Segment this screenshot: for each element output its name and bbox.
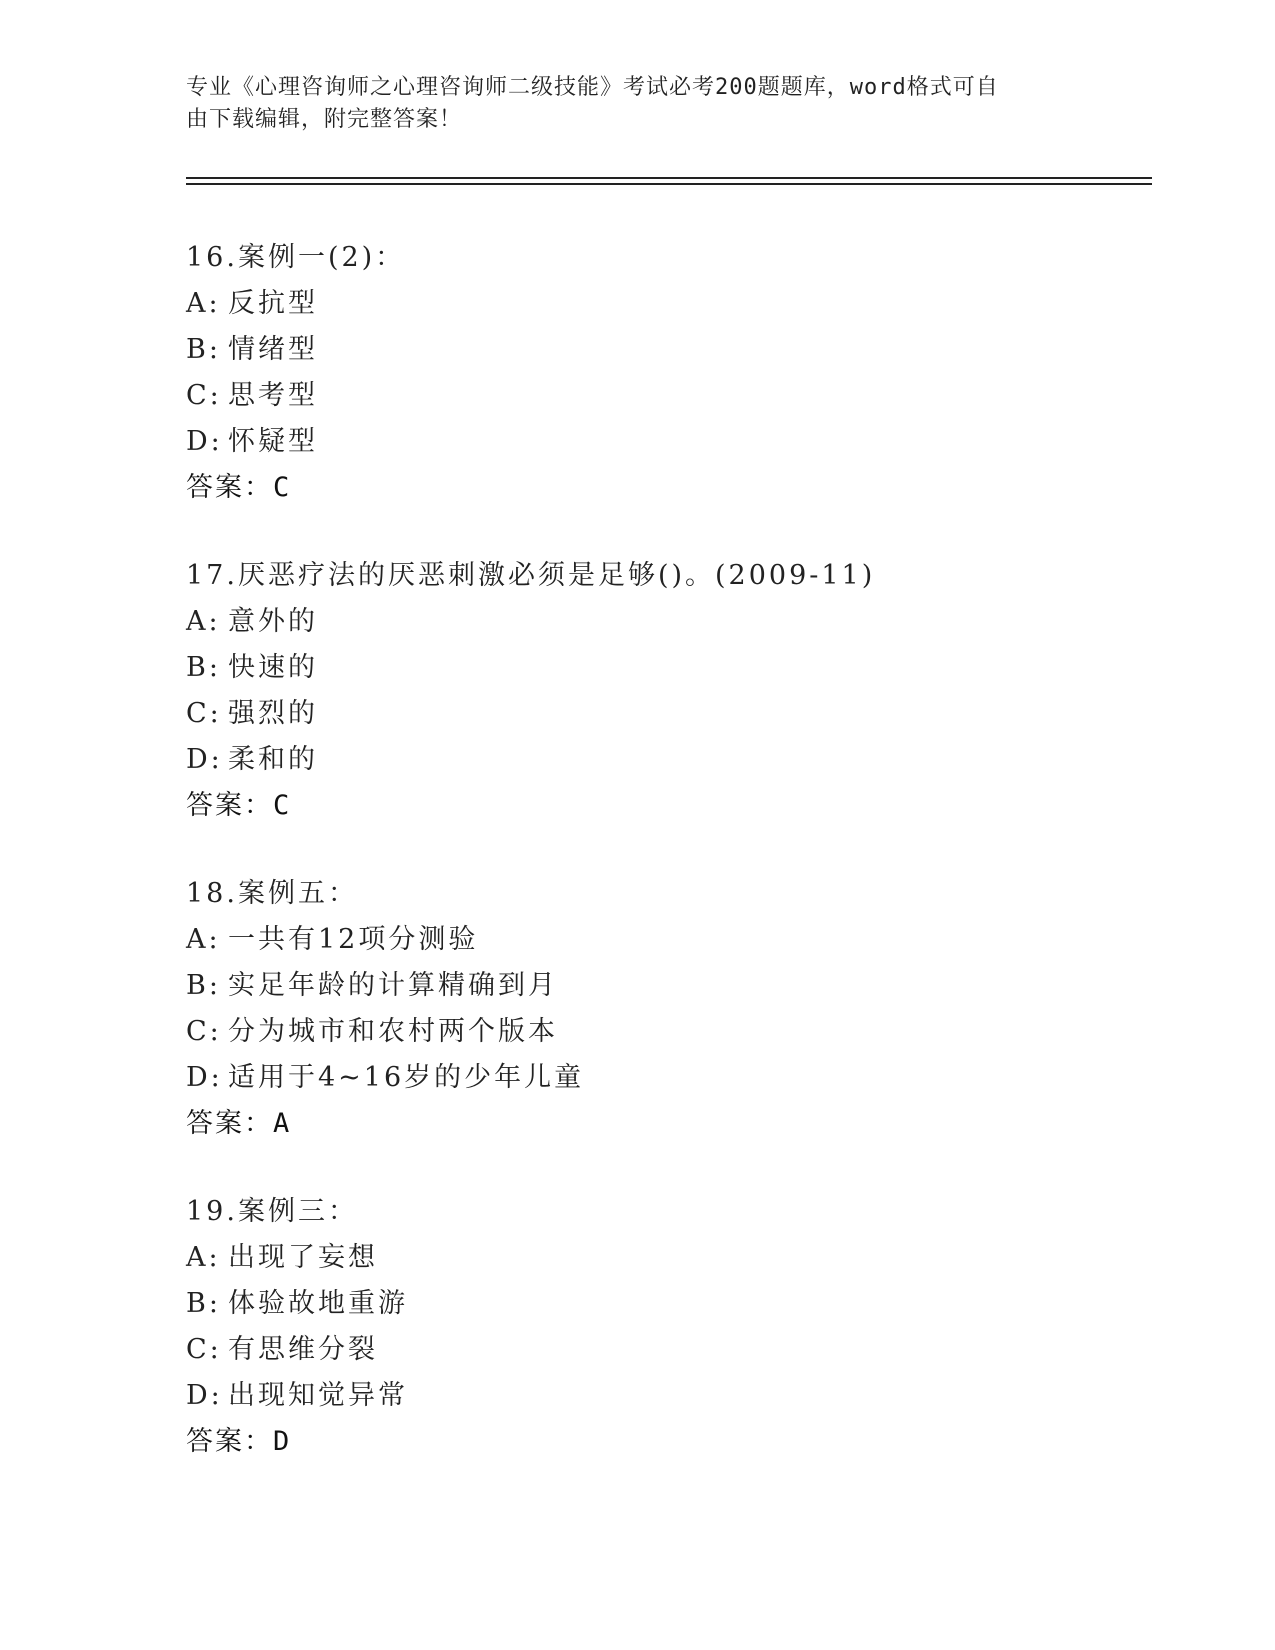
option-letter: B: (186, 334, 221, 365)
option-letter: A: (186, 288, 221, 319)
option-b (186, 1281, 1186, 1327)
option-text: 思考型 (228, 380, 318, 411)
option-letter: C: (186, 698, 222, 729)
option-text: 实足年龄的计算精确到月 (228, 970, 558, 1001)
question-title: 16.案例一(2)： (186, 242, 406, 273)
option-letter: A: (186, 606, 221, 637)
option-text: 怀疑型 (228, 426, 318, 457)
option-d (186, 737, 1186, 783)
option-letter: D: (186, 1380, 223, 1411)
question-19 (186, 1189, 1186, 1465)
option-letter: D: (186, 1062, 223, 1093)
option-text: 快速的 (228, 652, 318, 683)
option-c (186, 1009, 1186, 1055)
intro-line-1: 专业《心理咨询师之心理咨询师二级技能》考试必考200题题库，word格式可自 (186, 75, 999, 100)
option-a (186, 917, 1186, 963)
option-a (186, 281, 1186, 327)
option-text: 柔和的 (228, 744, 318, 775)
option-letter: D: (186, 426, 223, 457)
option-text: 出现了妄想 (228, 1242, 378, 1273)
answer-line: 答案：C (186, 790, 292, 821)
question-16 (186, 235, 1186, 511)
intro-line-2: 由下载编辑，附完整答案！ (186, 107, 463, 132)
option-letter: A: (186, 1242, 221, 1273)
question-18 (186, 871, 1186, 1147)
option-letter: D: (186, 744, 223, 775)
option-d (186, 419, 1186, 465)
option-a (186, 599, 1186, 645)
option-letter: C: (186, 1016, 222, 1047)
option-text: 强烈的 (228, 698, 318, 729)
option-text: 一共有12项分测验 (228, 924, 479, 955)
header-divider-top (186, 177, 1152, 179)
option-b (186, 645, 1186, 691)
option-d (186, 1373, 1186, 1419)
answer-line: 答案：D (186, 1426, 292, 1457)
option-text: 有思维分裂 (228, 1334, 378, 1365)
answer-line: 答案：A (186, 1108, 292, 1139)
option-letter: C: (186, 1334, 222, 1365)
answer-line: 答案：C (186, 472, 292, 503)
question-title: 17.厌恶疗法的厌恶刺激必须是足够()。(2009-11) (186, 560, 876, 591)
option-text: 反抗型 (228, 288, 318, 319)
option-letter: B: (186, 970, 221, 1001)
question-title: 19.案例三： (186, 1196, 358, 1227)
option-b (186, 327, 1186, 373)
option-text: 意外的 (228, 606, 318, 637)
option-text: 体验故地重游 (228, 1288, 408, 1319)
question-17 (186, 553, 1186, 829)
option-text: 适用于4~16岁的少年儿童 (228, 1062, 585, 1093)
option-b (186, 963, 1186, 1009)
option-d (186, 1055, 1186, 1101)
question-title: 18.案例五： (186, 878, 358, 909)
option-text: 情绪型 (228, 334, 318, 365)
document-intro (186, 72, 1066, 136)
option-c (186, 373, 1186, 419)
option-letter: B: (186, 1288, 221, 1319)
option-c (186, 691, 1186, 737)
option-text: 出现知觉异常 (228, 1380, 408, 1411)
option-a (186, 1235, 1186, 1281)
option-letter: A: (186, 924, 221, 955)
header-divider-bottom (186, 183, 1152, 185)
option-c (186, 1327, 1186, 1373)
option-letter: C: (186, 380, 222, 411)
option-letter: B: (186, 652, 221, 683)
option-text: 分为城市和农村两个版本 (228, 1016, 558, 1047)
